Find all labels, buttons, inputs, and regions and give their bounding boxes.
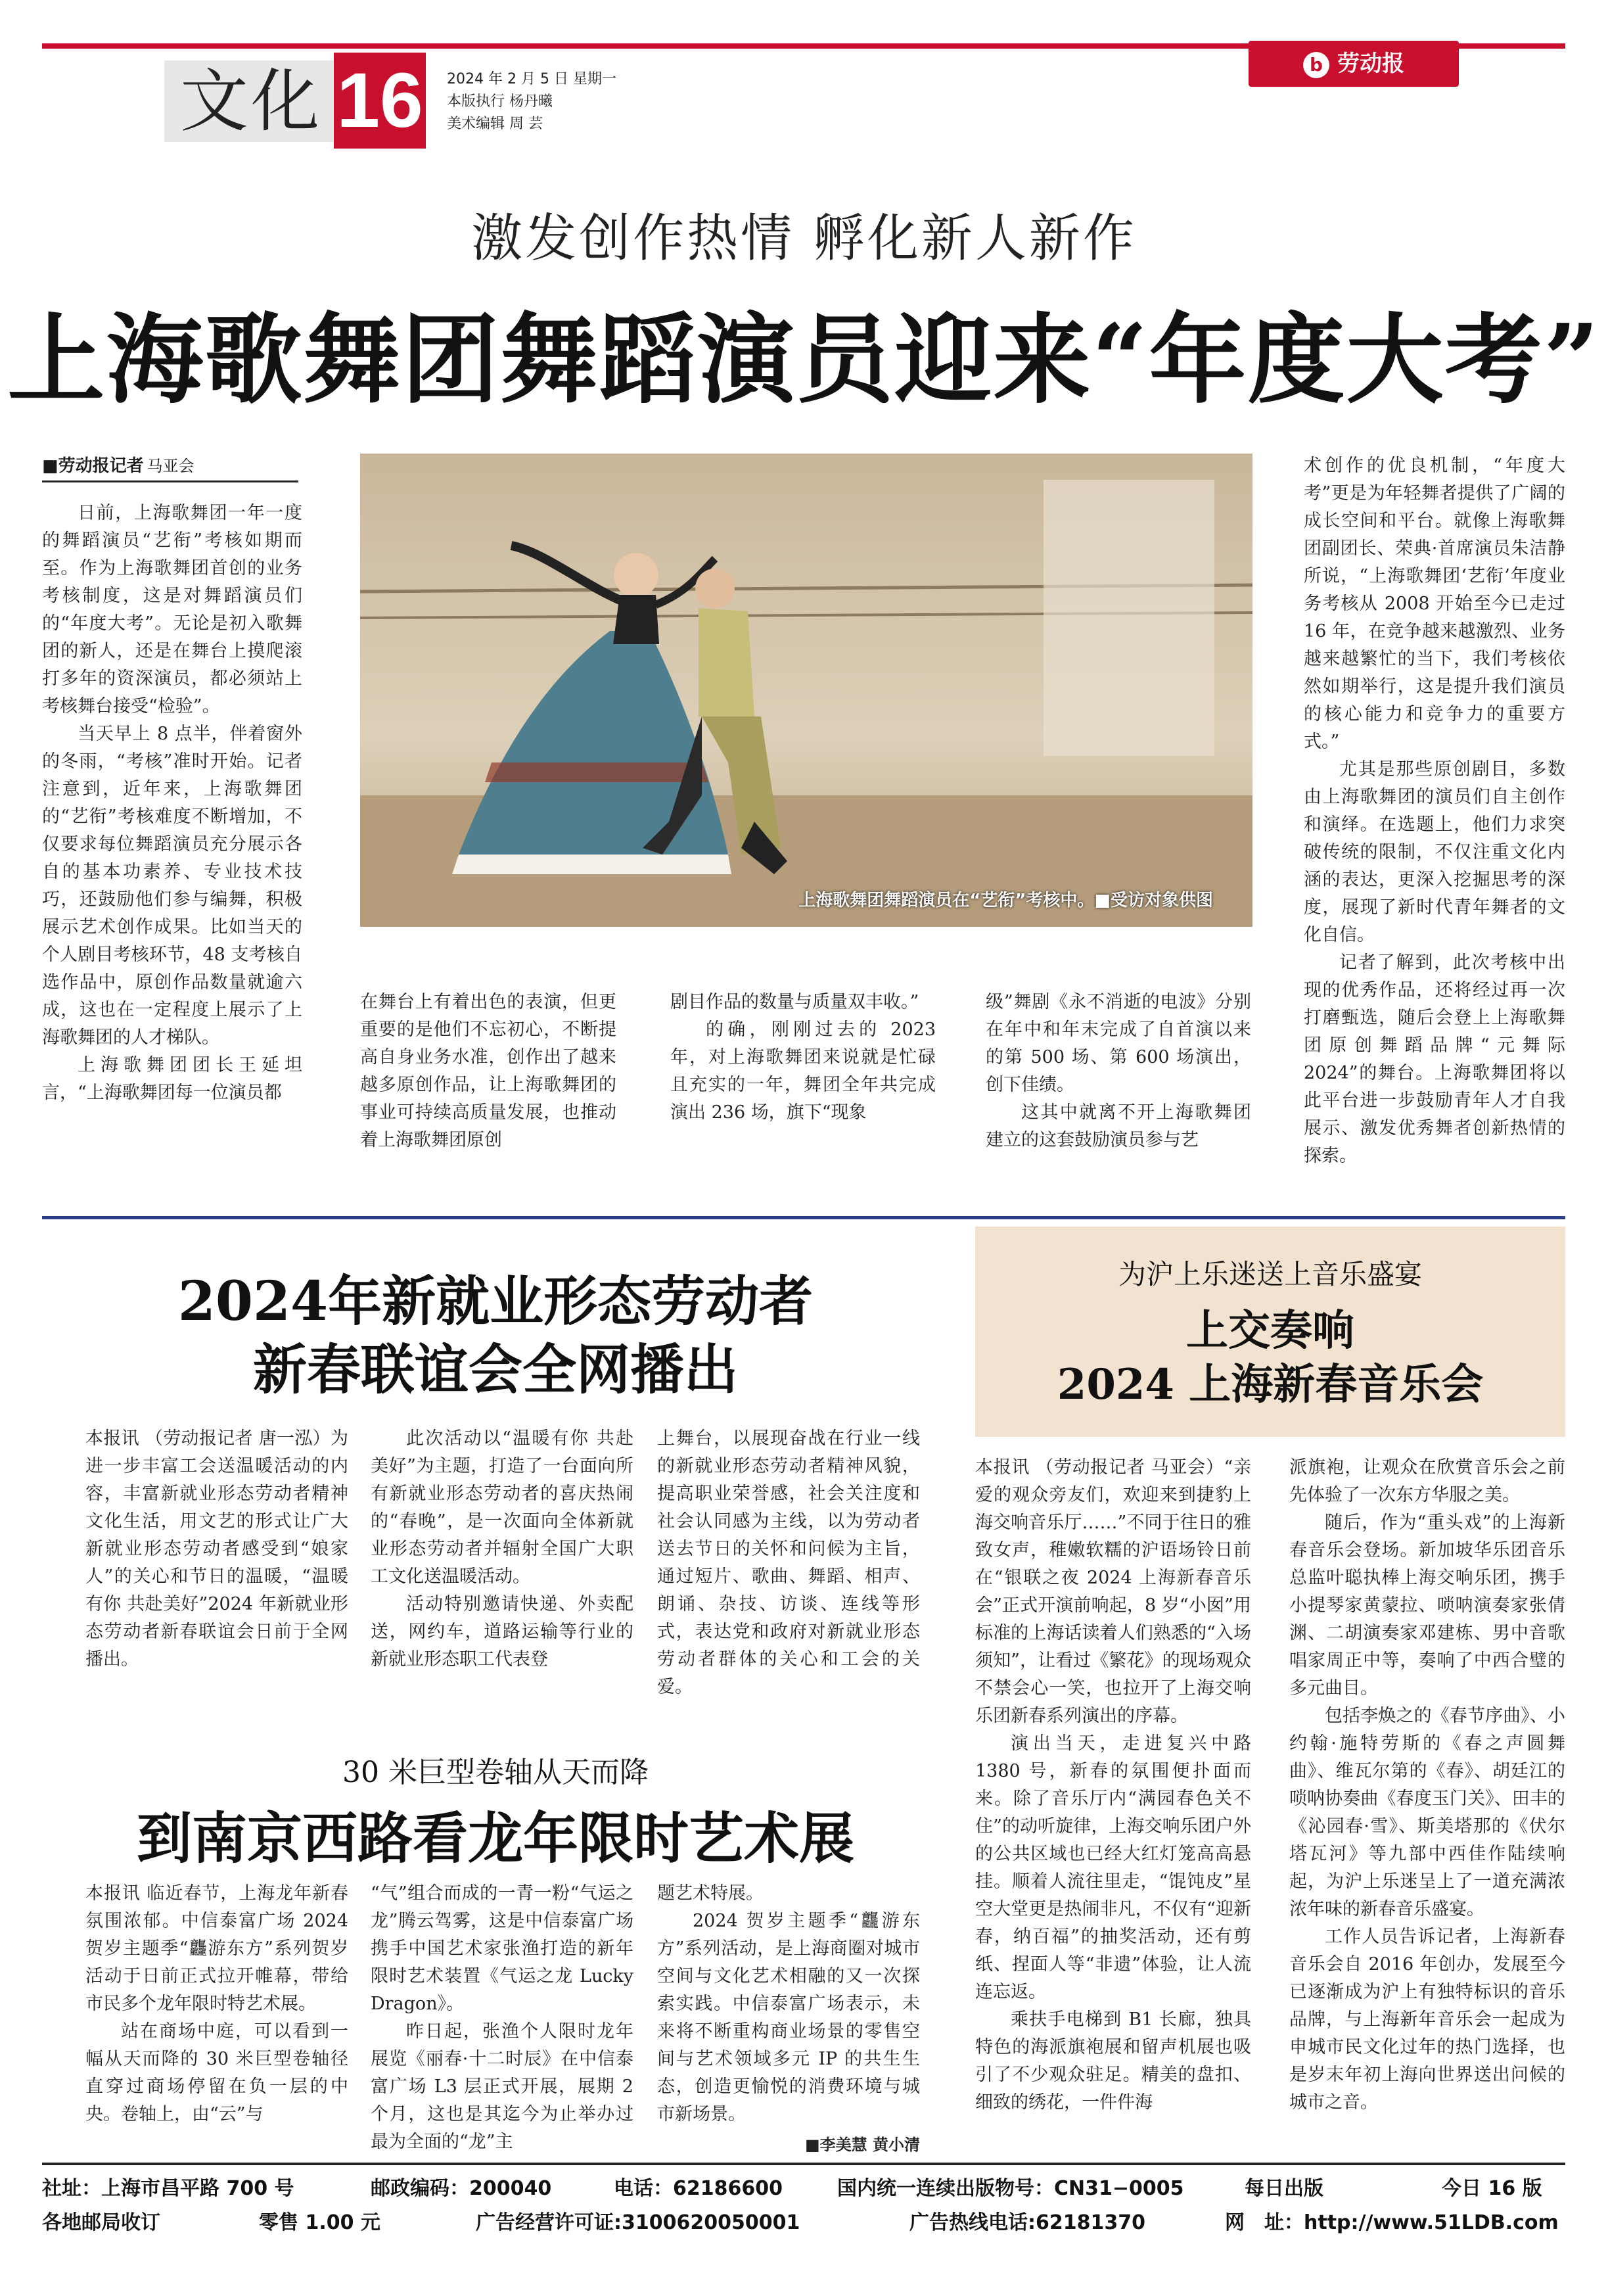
- lead-headline: 上海歌舞团舞蹈演员迎来“年度大考”: [7, 302, 1601, 417]
- paragraph: 活动特别邀请快递、外卖配送，网约车，道路运输等行业的新就业形态职工代表登: [371, 1594, 633, 1670]
- footer-pages: 今日 16 版: [1442, 2177, 1542, 2200]
- paragraph: 剧目作品的数量与质量双丰收。”: [670, 992, 919, 1012]
- footer-license: 广告经营许可证:3100620050001: [476, 2211, 800, 2234]
- lead-col-5: [1304, 452, 1565, 1170]
- page-editor: 本版执行 杨丹曦: [447, 93, 553, 110]
- footer-ad-phone: 广告热线电话:62181370: [909, 2211, 1145, 2234]
- lead-col-1: [42, 500, 302, 1107]
- masthead-meta: [447, 68, 616, 135]
- paragraph: 本报讯 （劳动报记者 唐一泓）为进一步丰富工会送温暖活动的内容，丰富新就业形态劳动者精神文化生活，用文艺的形式让广大新就业形态劳动者感受到“娘家人”的关心和节日的温暖，“温暖有你 共赴美好”2024 年新就业形态劳动者新春联谊会日前于全网播出。: [85, 1428, 348, 1670]
- footer-cn-number: 国内统一连续出版物号：CN31−0005: [837, 2177, 1184, 2200]
- paragraph: 昨日起，张渔个人限时龙年展览《丽春·十二时辰》在中信泰富广场 L3 层正式开展，展期 2 个月，这也是其迄今为止举办过最为全面的“龙”主: [371, 2021, 633, 2152]
- lead-col-4: [986, 989, 1251, 1154]
- story4-col-3: [657, 1880, 920, 2159]
- byline-rule: [42, 480, 298, 482]
- story4-col-2: [371, 1880, 633, 2156]
- paragraph: 题艺术特展。: [657, 1883, 764, 1904]
- footer-rule: [42, 2163, 1565, 2165]
- paragraph: 此次活动以“温暖有你 共赴美好”为主题，打造了一台面向所有新就业形态劳动者的喜庆热闹的“春晚”，是一次面向全体新就业形态劳动者并辐射全国广大职工文化送温暖活动。: [371, 1428, 633, 1587]
- lead-col-3: [670, 989, 936, 1127]
- paragraph: 日前，上海歌舞团一年一度的舞蹈演员“艺衔”考核如期而至。作为上海歌舞团首创的业务考核制度，这是对舞蹈演员们的“年度大考”。无论是初入歌舞团的新人，还是在舞台上摸爬滚打多年的资深演员，都必须站上考核舞台接受“检验”。: [42, 503, 302, 716]
- paragraph: 本报讯 临近春节，上海龙年新春氛围浓郁。中信泰富广场 2024 贺岁主题季“龘游东方”系列贺岁活动于日前正式拉开帷幕，带给市民多个龙年限时特艺术展。: [85, 1883, 348, 2014]
- paragraph: 级”舞剧《永不消逝的电波》分别在年中和年末完成了自首演以来的第 500 场、第 600 场演出，创下佳绩。: [986, 992, 1251, 1095]
- byline-name: 马亚会: [147, 457, 195, 475]
- paragraph: 上舞台，以展现奋战在行业一线的新就业形态劳动者精神风貌，提高职业荣誉感，社会关注度和社会认同感为主线，以为劳动者送去节日的关怀和问候为主旨，通过短片、歌曲、舞蹈、相声、朗诵、杂技、访谈、连线等形式，表达党和政府对新就业形态劳动者群体的关心和工会的关爱。: [657, 1428, 920, 1697]
- paragraph: 记者了解到，此次考核中出现的优秀作品，还将经过再一次打磨甄选，随后会登上上海歌舞团原创舞蹈品牌“元舞际 2024”的舞台。上海歌舞团将以此平台进一步鼓励青年人才自我展示、激发优秀舞者创新热情的探索。: [1304, 952, 1565, 1166]
- footer-url[interactable]: 网 址：http://www.51LDB.com: [1225, 2211, 1559, 2234]
- story3-kicker: 为沪上乐迷送上音乐盛宴: [1118, 1258, 1422, 1290]
- footer-price: 零售 1.00 元: [259, 2211, 380, 2234]
- story3-col-2: [1289, 1454, 1565, 2117]
- paragraph: 工作人员告诉记者，上海新春音乐会自 2016 年创办，发展至今已逐渐成为沪上有独特标识的音乐品牌，与上海新年音乐会一起成为申城市民文化过年的热门选择，也是岁末年初上海向世界送出问候的城市之音。: [1289, 1927, 1565, 2113]
- logo-icon: b: [1303, 52, 1329, 78]
- newspaper-logo: [1249, 41, 1459, 87]
- section-label: 文化: [164, 60, 338, 142]
- paragraph: 演出当天，走进复兴中路 1380 号，新春的氛围便扑面而来。除了音乐厅内“满园春色关不住”的动听旋律，上海交响乐团户外的公共区域也已经大红灯笼高高悬挂。顺着人流往里走，“馄饨皮”星空大堂更是热闹非凡，不仅有“迎新春，纳百福”的抽奖活动，还有剪纸、捏面人等“非遗”体验，让人流连忘返。: [975, 1733, 1251, 2002]
- paragraph: 站在商场中庭，可以看到一幅从天而降的 30 米巨型卷轴径直穿过商场停留在负一层的中央。卷轴上，由“云”与: [85, 2021, 348, 2124]
- headline-line: 新春联谊会全网播出: [252, 1338, 738, 1401]
- story4-kicker: 30 米巨型卷轴从天而降: [342, 1756, 649, 1789]
- paragraph: 随后，作为“重头戏”的上海新春音乐会登场。新加坡华乐团音乐总监叶聪执棒上海交响乐团，携手小提琴家黄蒙拉、唢呐演奏家张倩渊、二胡演奏家邓建栋、男中音歌唱家周正中等，奏响了中西合璧的多元曲目。: [1289, 1512, 1565, 1699]
- lead-col-2: [360, 989, 616, 1154]
- lead-subheadline: 激发创作热情 孵化新人新作: [471, 209, 1137, 268]
- photo-caption: 上海歌舞团舞蹈演员在“艺衔”考核中。■受访对象供图: [798, 891, 1213, 910]
- paragraph: 乘扶手电梯到 B1 长廊，独具特色的海派旗袍展和留声机展也吸引了不少观众驻足。精美的盘扣、细致的绣花，一件件海: [975, 2009, 1251, 2113]
- story2-col-3: [657, 1425, 920, 1701]
- paragraph: 术创作的优良机制，“年度大考”更是为年轻舞者提供了广阔的成长空间和平台。就像上海歌舞团副团长、荣典·首席演员朱洁静所说，“上海歌舞团‘艺衔’年度业务考核从 2008 开始至今已走过 16 年，在竞争越来越激烈、业务越来越繁忙的当下，我们考核依然如期举行，这是提升我们演员的核心能力和竞争力的重要方式。”: [1304, 456, 1565, 752]
- footer-post: 各地邮局收订: [42, 2211, 160, 2234]
- paragraph: 2024 贺岁主题季“龘游东方”系列活动，是上海商圈对城市空间与文化艺术相融的又一次探索实践。中信泰富广场表示，未来将不断重构商业场景的零售空间与艺术领域多元 IP 的共生生态，创造更愉悦的消费环境与城市新场景。: [657, 1911, 920, 2124]
- headline-line: 2024 上海新春音乐会: [1057, 1360, 1484, 1409]
- footer-daily: 每日出版: [1245, 2177, 1323, 2200]
- story4-author: ■李美慧 黄小清: [804, 2136, 920, 2154]
- paragraph: 的确，刚刚过去的 2023 年，对上海歌舞团来说就是忙碌且充实的一年，舞团全年共完成演出 236 场，旗下“现象: [670, 1019, 936, 1123]
- art-editor: 美术编辑 周 芸: [447, 116, 543, 132]
- footer-address: 社址：上海市昌平路 700 号: [42, 2177, 294, 2200]
- issue-date: 2024 年 2 月 5 日 星期一: [447, 71, 616, 87]
- headline-line: 上交奏响: [1186, 1306, 1354, 1355]
- paragraph: 当天早上 8 点半，伴着窗外的冬雨，“考核”准时开始。记者注意到，近年来，上海歌舞团的“艺衔”考核难度不断增加，不仅要求每位舞蹈演员充分展示各自的基本功素养、专业技术技巧，还鼓励他们参与编舞，积极展示艺术创作成果。比如当天的个人剧目考核环节，48 支考核自选作品中，原创作品数量就逾六成，这也在一定程度上展示了上海歌舞团的人才梯队。: [42, 724, 302, 1048]
- page-number: 16: [334, 53, 426, 149]
- paragraph: 包括李焕之的《春节序曲》、小约翰·施特劳斯的《春之声圆舞曲》、维瓦尔第的《春》、胡廷江的唢呐协奏曲《春度玉门关》、田丰的《沁园春·雪》、斯美塔那的《伏尔塔瓦河》等九部中西佳作陆续响起，为沪上乐迷呈上了一道充满浓浓年味的新春音乐盛宴。: [1289, 1706, 1565, 1919]
- paragraph: 上海歌舞团团长王延坦言，“上海歌舞团每一位演员都: [42, 1055, 302, 1103]
- paragraph: 本报讯 （劳动报记者 马亚会）“亲爱的观众旁友们，欢迎来到捷豹上海交响音乐厅……”不同于往日的雅致女声，稚嫩软糯的沪语场铃日前在“银联之夜 2024 上海新春音乐会”正式开演前响起，8 岁“小囡”用标准的上海话读着人们熟悉的“入场须知”，让看过《繁花》的现场观众不禁会心一笑，也拉开了上海交响乐团新春系列演出的序幕。: [975, 1457, 1251, 1726]
- dancers-illustration: [360, 454, 1252, 927]
- paragraph: “气”组合而成的一青一粉“气运之龙”腾云驾雾，这是中信泰富广场携手中国艺术家张渔打造的新年限时艺术装置《气运之龙 Lucky Dragon》。: [371, 1883, 633, 2014]
- paragraph: 在舞台上有着出色的表演，但更重要的是他们不忘初心，不断提高自身业务水准，创作出了越来越多原创作品，让上海歌舞团的事业可持续高质量发展，也推动着上海歌舞团原创: [360, 992, 616, 1150]
- section-divider: [42, 1216, 1565, 1219]
- paragraph: 这其中就离不开上海歌舞团建立的这套鼓励演员参与艺: [986, 1102, 1251, 1150]
- story4-col-1: [85, 1880, 348, 2128]
- headline-line: 2024年新就业形态劳动者: [177, 1270, 814, 1333]
- footer-postcode: 邮政编码：200040: [371, 2177, 552, 2200]
- logo-text: 劳动报: [1337, 51, 1404, 77]
- paragraph: 派旗袍，让观众在欣赏音乐会之前先体验了一次东方华服之美。: [1289, 1457, 1565, 1505]
- story2-headline: [42, 1267, 949, 1404]
- story3-col-1: [975, 1454, 1251, 2117]
- story3-headline: [975, 1304, 1565, 1412]
- paragraph: 尤其是那些原创剧目，多数由上海歌舞团的演员们自主创作和演绎。在选题上，他们力求突破传统的限制，不仅注重文化内涵的表达，更深入挖掘思考的深度，展现了新时代青年舞者的文化自信。: [1304, 759, 1565, 945]
- lead-byline: [42, 452, 298, 482]
- footer-phone: 电话：62186600: [614, 2177, 783, 2200]
- story4-headline: 到南京西路看龙年限时艺术展: [136, 1806, 854, 1871]
- story2-col-1: [85, 1425, 348, 1674]
- story2-col-2: [371, 1425, 633, 1674]
- byline-label: ■劳动报记者: [42, 456, 144, 476]
- lead-photo: [360, 454, 1252, 927]
